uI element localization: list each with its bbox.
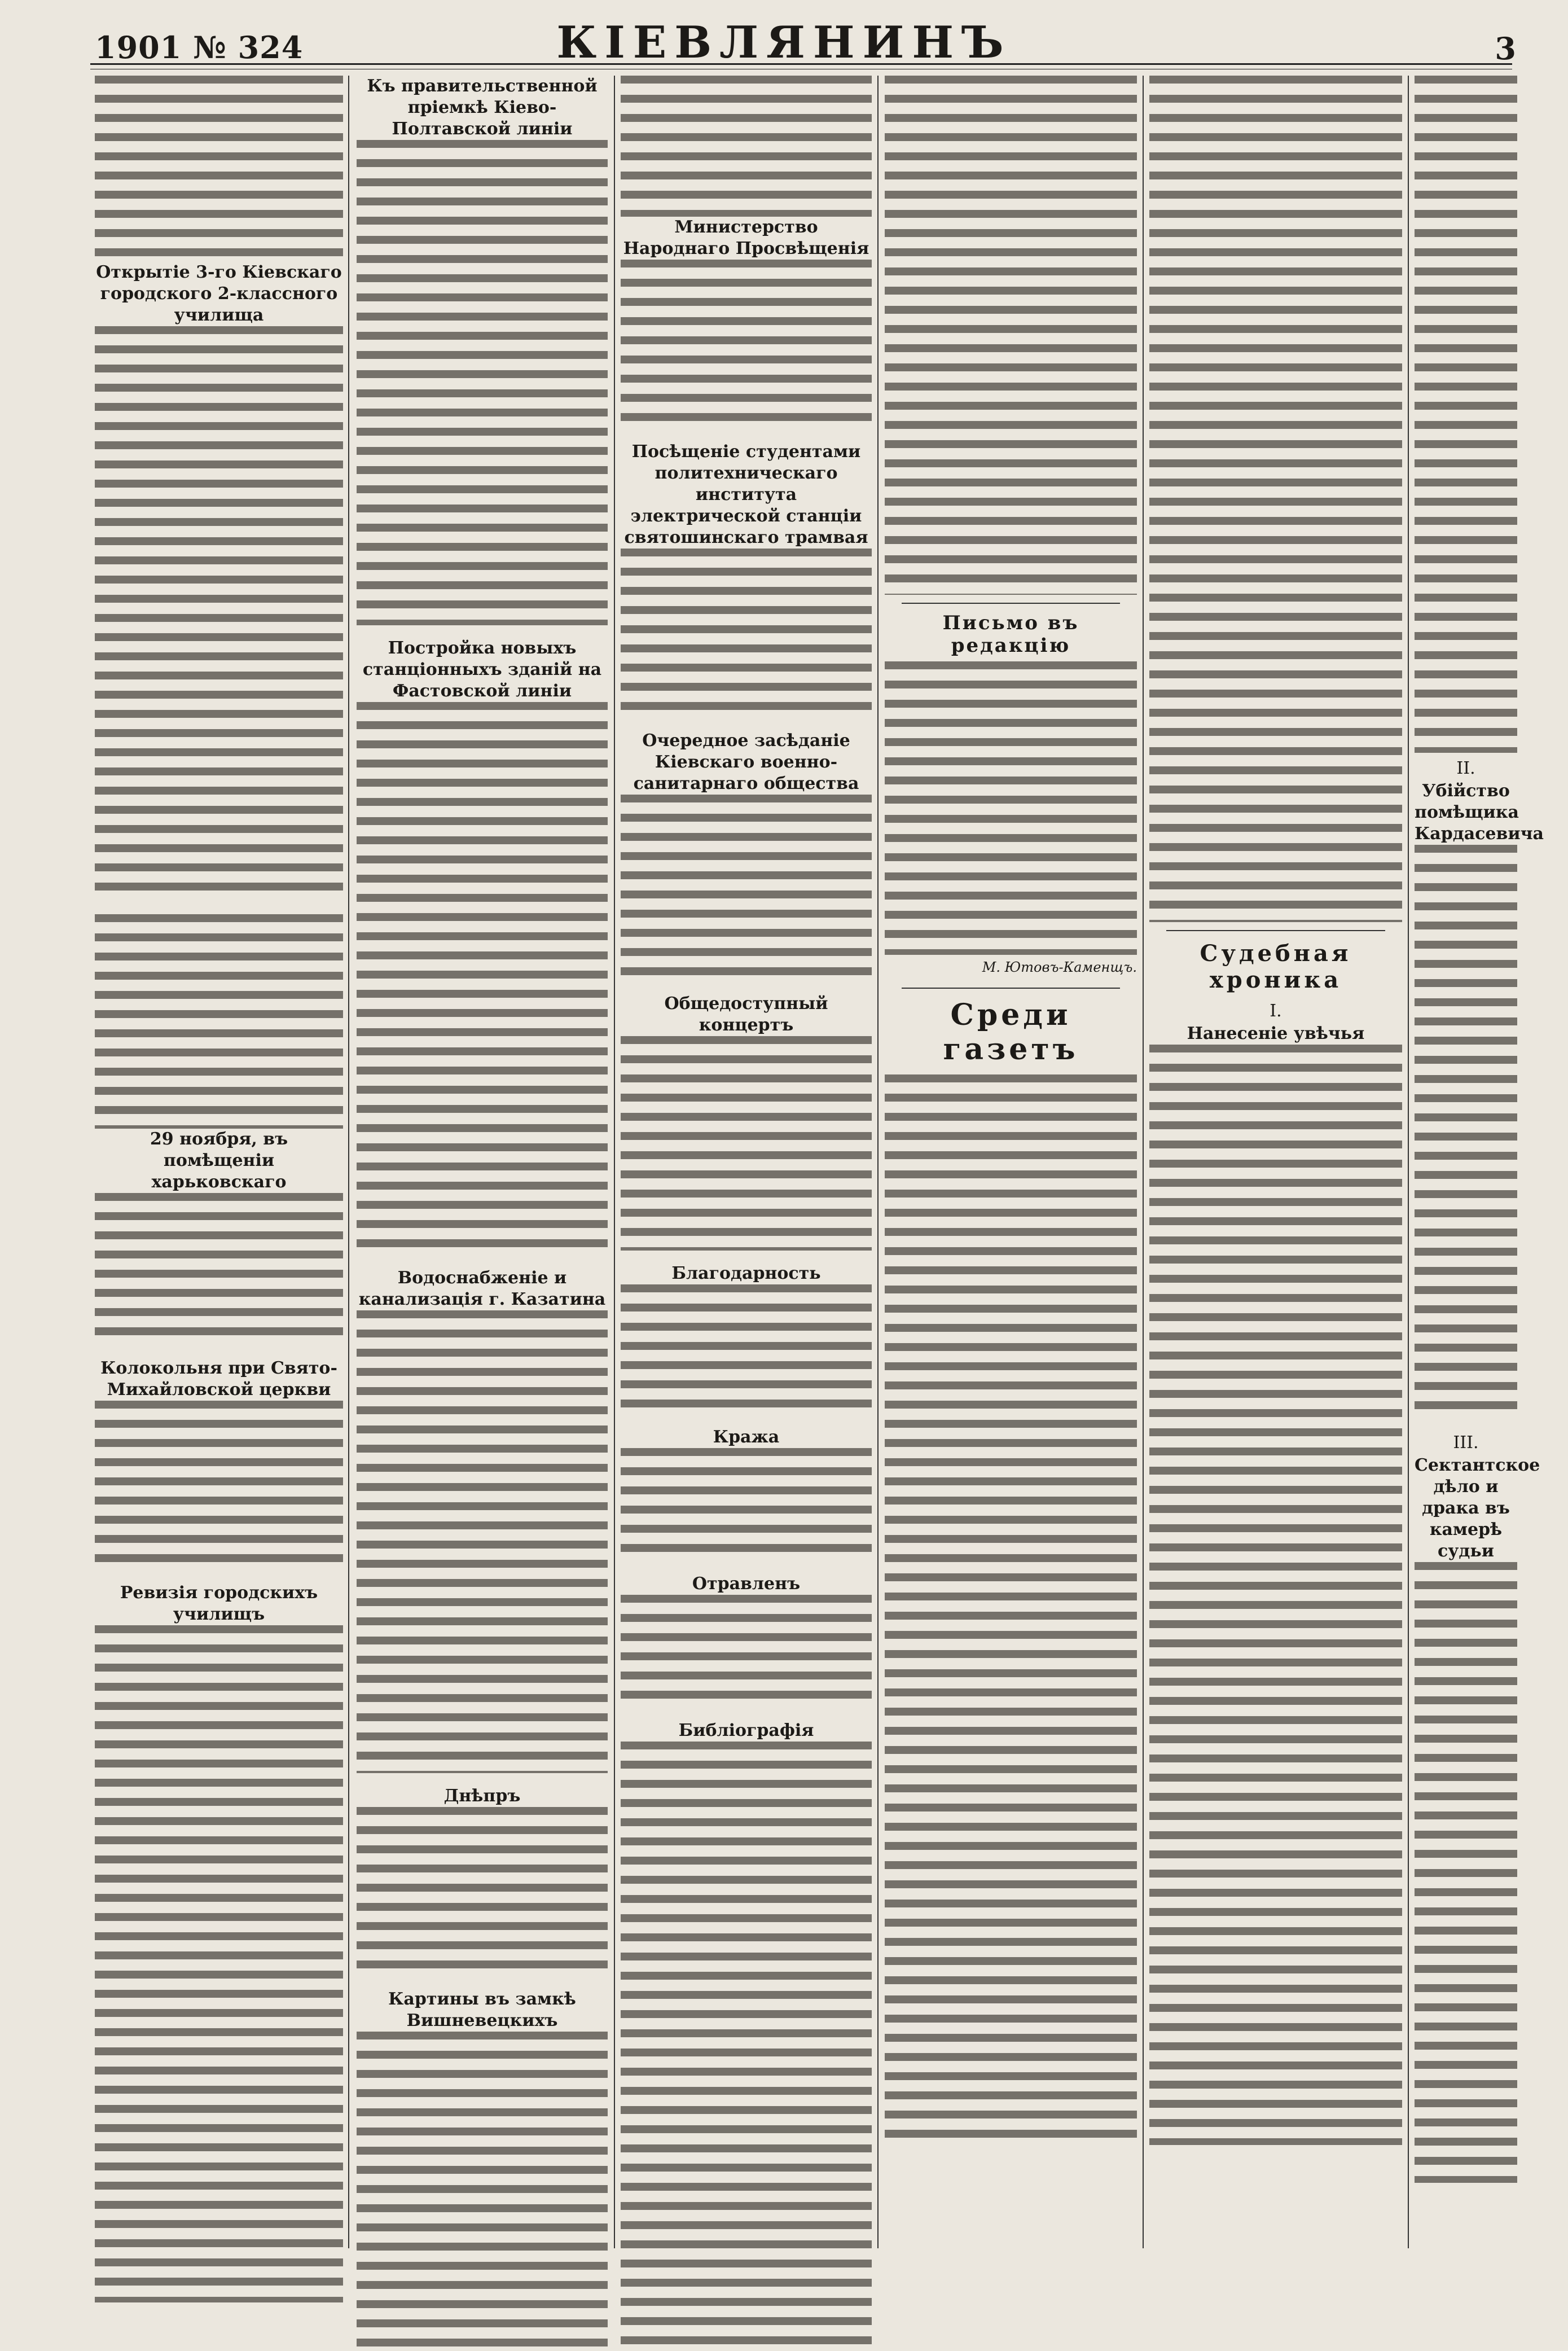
article	[621, 730, 872, 981]
text-block	[621, 76, 872, 217]
article-body	[95, 326, 343, 902]
masthead-rule	[90, 63, 1512, 65]
article-heading: Убійство помѣщика Кардасевича	[1415, 781, 1544, 844]
article	[95, 1358, 343, 1570]
section-heading: Судебная хроника	[1200, 940, 1352, 993]
article-heading: Кража	[713, 1427, 780, 1447]
article-heading: Очередное засѣданіе Кіевскаго военно-санитарнаго общества	[633, 731, 859, 793]
section-heading: Среди газетъ	[943, 998, 1079, 1067]
article	[1415, 1433, 1540, 2183]
article	[621, 217, 872, 429]
article-body	[621, 1448, 872, 1561]
article-heading: Къ правительственной пріемкѣ Кіево-Полтавской линіи	[367, 76, 598, 139]
article-heading: Сектантское дѣло и драка въ камерѣ судьи	[1415, 1455, 1540, 1561]
article	[1415, 758, 1544, 1420]
article	[1149, 940, 1402, 2145]
article-body	[357, 1310, 608, 1773]
column-5	[1149, 76, 1402, 2248]
masthead	[0, 0, 1568, 68]
article	[357, 1267, 608, 1773]
article-heading: Отравленъ	[692, 1574, 801, 1594]
article-body	[1415, 1562, 1517, 2183]
section-number: II.	[1456, 758, 1475, 778]
column-3	[621, 76, 872, 2248]
article	[357, 76, 608, 625]
article-body	[357, 1807, 608, 1976]
text-block	[885, 76, 1137, 595]
article-heading: Общедоступный концертъ	[664, 994, 828, 1035]
article	[621, 993, 872, 1251]
page-number: 3	[1495, 30, 1516, 67]
article-body	[1149, 1045, 1402, 2145]
article	[95, 1582, 343, 2302]
article-body	[621, 1595, 872, 1708]
article-body	[357, 2032, 608, 2348]
text-block	[1415, 76, 1517, 753]
article	[95, 262, 343, 902]
article	[885, 612, 1137, 975]
article-heading: 29 ноября, въ помѣщеніи харьковскаго	[150, 1129, 288, 1192]
article-heading: Водоснабженіе и канализація г. Казатина	[358, 1268, 606, 1309]
article	[95, 1129, 343, 1345]
article-body	[357, 140, 608, 625]
divider	[902, 988, 1120, 989]
article-body	[885, 661, 1137, 955]
article-heading: Письмо въ редакцію	[942, 612, 1079, 657]
article-body	[357, 702, 608, 1255]
article-body	[621, 549, 872, 718]
article-body	[95, 1193, 343, 1345]
text-block	[95, 914, 343, 1129]
article	[885, 998, 1137, 2147]
section-number: I.	[1270, 1001, 1282, 1021]
text-block	[1149, 76, 1402, 922]
article-heading: Посѣщеніе студентами политехническаго института электрической станціи святошинскаго трамвая	[624, 442, 868, 547]
article-body	[621, 1742, 872, 2351]
article-body	[621, 1036, 872, 1251]
column-6	[1415, 76, 1544, 2248]
column-4	[885, 76, 1137, 2248]
column-separator	[877, 76, 879, 2248]
article	[621, 1720, 872, 2351]
article-heading: Картины въ замкѣ Вишневецкихъ	[388, 1989, 576, 2030]
section-number: III.	[1453, 1433, 1479, 1453]
text-block	[95, 76, 343, 262]
issue-number: 1901 № 324	[95, 29, 304, 65]
article-heading: Министерство Народнаго Просвѣщенія	[623, 217, 869, 258]
article-heading: Открытіе 3-го Кіевскаго городского 2-классного училища	[96, 262, 342, 325]
article-body	[621, 1284, 872, 1414]
article-body	[1415, 845, 1517, 1420]
article-heading: Ревизія городскихъ училищъ	[120, 1583, 318, 1624]
article-body	[95, 1625, 343, 2302]
article	[357, 1786, 608, 1976]
signature: М. Ютовъ-Каменщъ.	[982, 959, 1137, 975]
article-heading: Благодарность	[671, 1264, 821, 1283]
article-heading: Постройка новыхъ станціонныхъ зданій на Фастовской линіи	[362, 638, 602, 701]
article	[357, 1989, 608, 2348]
divider	[1166, 930, 1385, 931]
column-separator	[348, 76, 349, 2248]
newspaper-title: КІЕВЛЯНИНЪ	[556, 17, 1012, 68]
article	[357, 638, 608, 1255]
article-heading: Нанесеніе увѣчья	[1187, 1024, 1365, 1043]
article-body	[885, 1074, 1137, 2147]
article-body	[621, 260, 872, 429]
article-heading: Библіографія	[678, 1721, 814, 1740]
article	[621, 1427, 872, 1561]
column-2	[357, 76, 608, 2248]
article	[621, 1263, 872, 1414]
article-heading: Колокольня при Свято-Михайловской церкви	[100, 1358, 337, 1400]
article-body	[95, 1401, 343, 1570]
divider	[902, 603, 1120, 604]
column-separator	[614, 76, 615, 2248]
article-heading: Днѣпръ	[443, 1786, 521, 1806]
article	[621, 441, 872, 718]
article	[621, 1573, 872, 1708]
column-separator	[1408, 76, 1409, 2248]
article-body	[621, 795, 872, 981]
column-1	[95, 76, 343, 2248]
column-separator	[1143, 76, 1144, 2248]
